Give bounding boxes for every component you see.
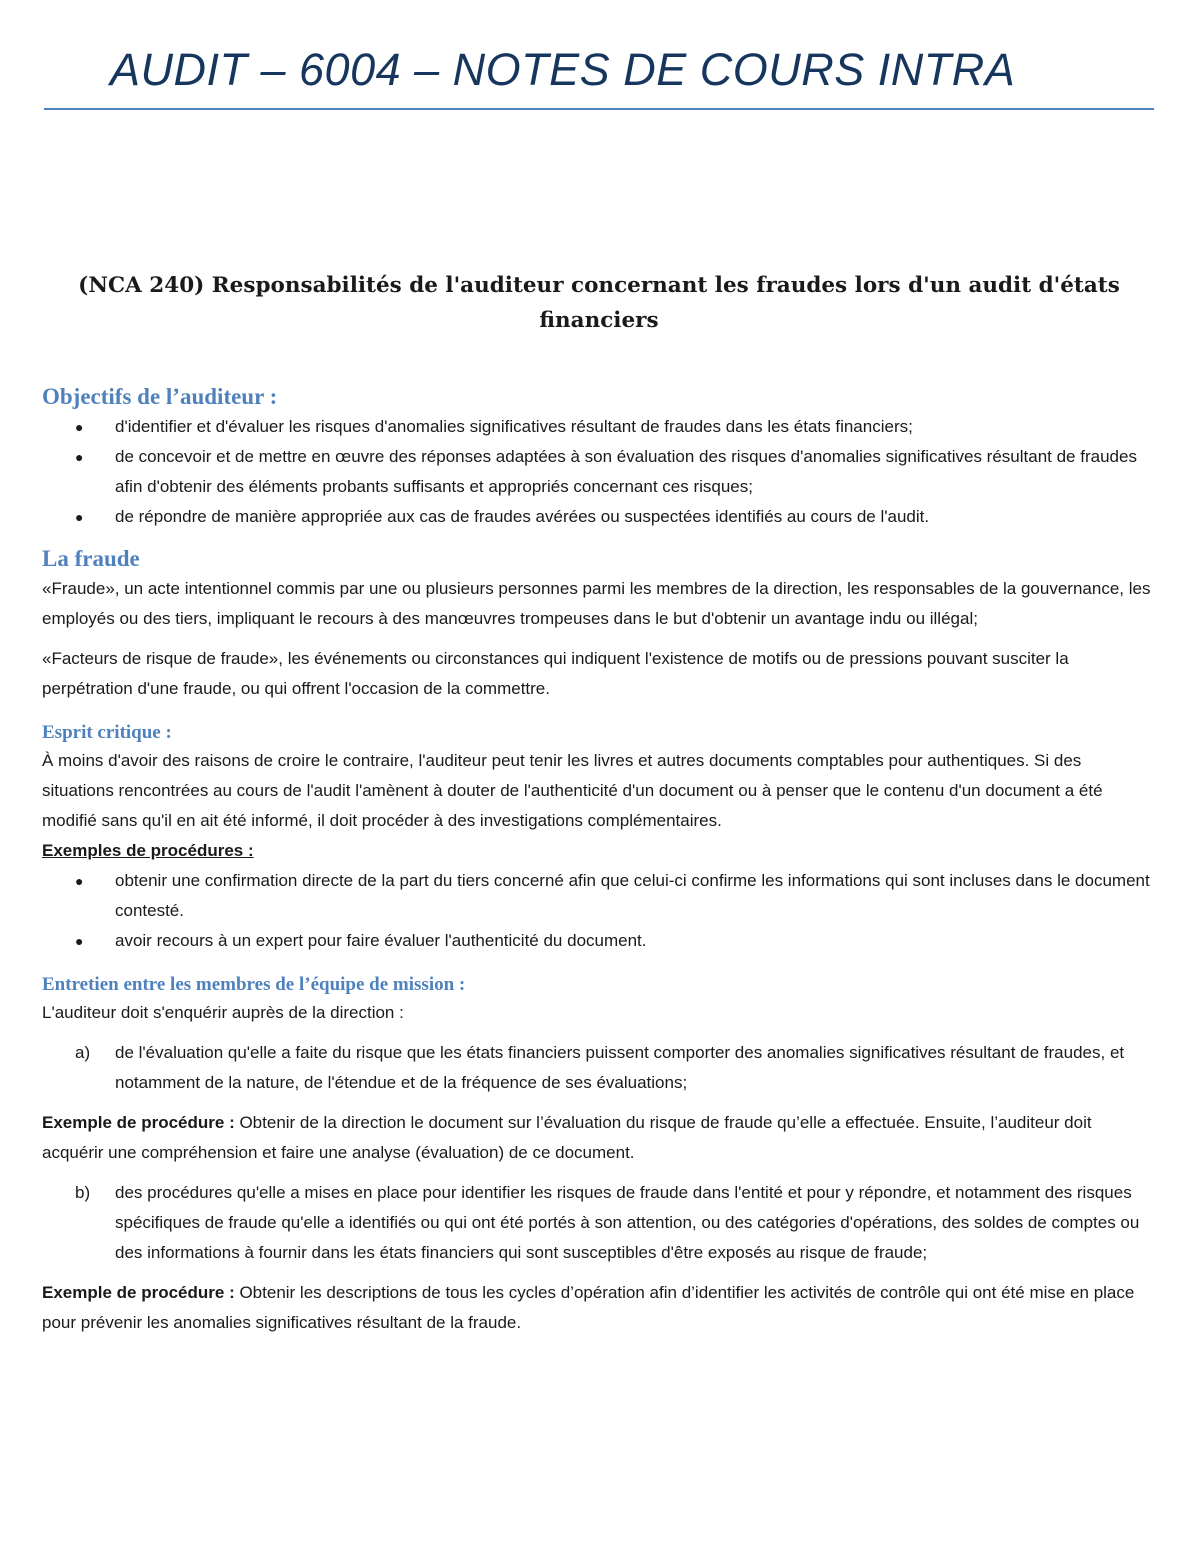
esprit-critique-heading: Esprit critique : xyxy=(42,722,172,743)
list-item: ● de concevoir et de mettre en œuvre des réponses adaptées à son évaluation des risques d'anomalies significatives résultant de fraudes afin d'obtenir des éléments probants suffisants et appropriés concernant ces risques; xyxy=(42,442,1156,502)
esprit-critique-text: À moins d'avoir des raisons de croire le contraire, l'auditeur peut tenir les livres et autres documents comptables pour authentiques. Si des situations rencontrées au cours de l'audit l'amènent à douter de l'authenticité d'un document ou à penser que le contenu d'un document a été modifié sans qu'il en ait été informé, il doit procéder à des investigations complémentaires. xyxy=(42,751,1103,830)
objectifs-list xyxy=(42,412,1156,532)
entretien-heading: Entretien entre les membres de l’équipe de mission : xyxy=(42,974,466,995)
entretien-list-b xyxy=(42,1178,1156,1268)
list-item: ● de répondre de manière appropriée aux cas de fraudes avérées ou suspectées identifiés au cours de l'audit. xyxy=(42,502,1156,532)
title-underline xyxy=(44,108,1154,110)
list-item: a) de l'évaluation qu'elle a faite du risque que les états financiers puissent comporter des anomalies significatives résultant de fraudes, et notamment de la nature, de l'étendue et de la fréquence de ses évaluations; xyxy=(75,1043,1125,1092)
exemple-procedure-b: Exemple de procédure : Obtenir les descriptions de tous les cycles d’opération afin d’identifier les activités de contrôle qui ont été mise en place pour prévenir les anomalies significatives résultant de la fraude. xyxy=(42,1283,1135,1332)
exemples-procedures-list xyxy=(42,866,1156,956)
list-item: ● obtenir une confirmation directe de la part du tiers concerné afin que celui-ci confirme les informations qui sont incluses dans le document contesté. xyxy=(42,866,1156,926)
exemples-procedures-label: Exemples de procédures : xyxy=(42,841,254,860)
bullet-icon: ● xyxy=(75,419,84,435)
bullet-icon: ● xyxy=(75,933,84,949)
list-item: ● avoir recours à un expert pour faire évaluer l'authenticité du document. xyxy=(42,926,1156,956)
document-title: AUDIT – 6004 – NOTES DE COURS INTRA xyxy=(110,44,1016,95)
document-body xyxy=(42,268,1156,1338)
facteurs-risque-definition: «Facteurs de risque de fraude», les événements ou circonstances qui indiquent l'existence de motifs ou de pressions pouvant susciter la perpétration d'une fraude, ou qui offrent l'occasion de la commettre. xyxy=(42,649,1069,698)
entretien-list-a xyxy=(42,1038,1156,1098)
list-item: b) des procédures qu'elle a mises en place pour identifier les risques de fraude dans l'entité et pour y répondre, et notamment des risques spécifiques de fraude qu'elle a identifiés ou qui ont été portés à son attention, ou des catégories d'opérations, des soldes de comptes ou des informations à fournir dans les états financiers qui sont susceptibles d'être exposés au risque de fraude; xyxy=(75,1183,1140,1262)
bullet-icon: ● xyxy=(75,509,84,525)
objectifs-heading: Objectifs de l’auditeur : xyxy=(42,384,278,409)
fraude-heading: La fraude xyxy=(42,546,140,571)
bullet-icon: ● xyxy=(75,449,84,465)
entretien-intro: L'auditeur doit s'enquérir auprès de la direction : xyxy=(42,1003,404,1022)
fraude-definition: «Fraude», un acte intentionnel commis par une ou plusieurs personnes parmi les membres de la direction, les responsables de la gouvernance, les employés ou des tiers, impliquant le recours à des manœuvres trompeuses dans le but d'obtenir un avantage indu ou illégal; xyxy=(42,579,1151,628)
bullet-icon: ● xyxy=(75,873,84,889)
list-item: ● d'identifier et d'évaluer les risques d'anomalies significatives résultant de fraudes dans les états financiers; xyxy=(42,412,1156,442)
section-heading: (NCA 240) Responsabilités de l'auditeur concernant les fraudes lors d'un audit d'états financiers xyxy=(78,273,1120,333)
exemple-procedure-a: Exemple de procédure : Obtenir de la direction le document sur l’évaluation du risque de fraude qu’elle a effectuée. Ensuite, l’auditeur doit acquérir une compréhension et faire une analyse (évaluation) de ce document. xyxy=(42,1113,1092,1162)
